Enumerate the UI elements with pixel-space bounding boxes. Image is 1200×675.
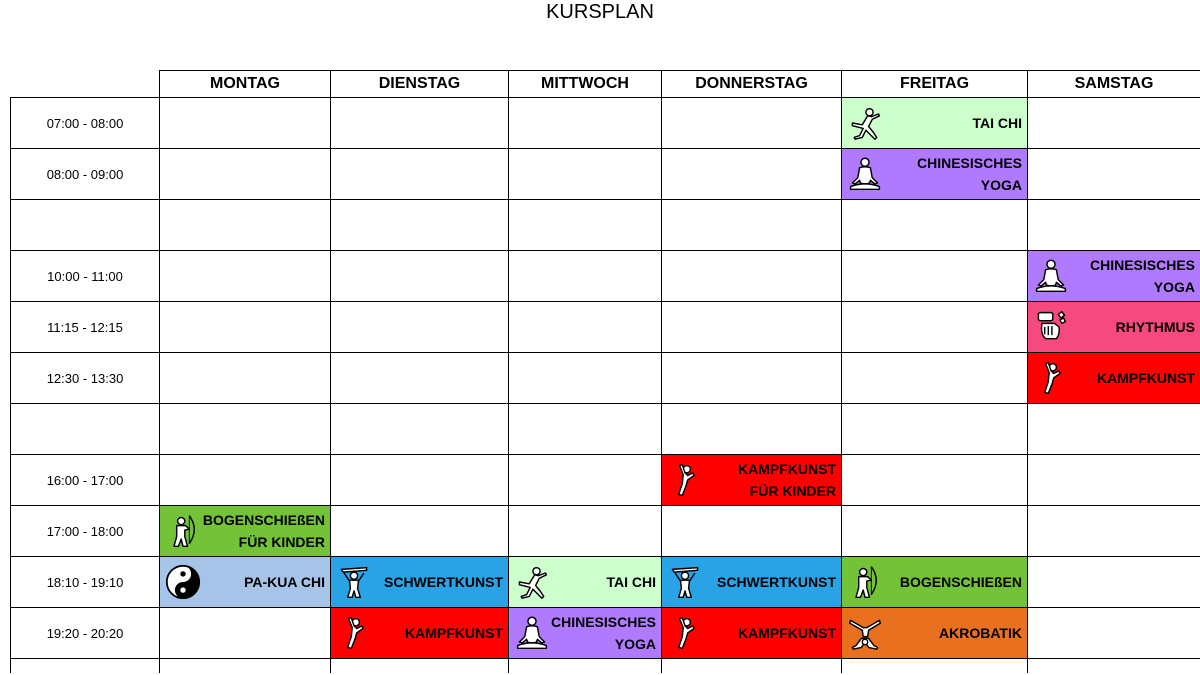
empty-cell <box>509 302 662 353</box>
time-slot: 12:30 - 13:30 <box>11 353 160 404</box>
course-label-line: CHINESISCHES <box>916 155 1022 171</box>
course-entry[interactable] <box>1028 302 1200 352</box>
empty-cell <box>509 149 662 200</box>
course-label-line: FÜR KINDER <box>238 534 325 550</box>
empty-cell <box>509 404 662 455</box>
empty-cell <box>842 251 1028 302</box>
empty-cell <box>662 404 842 455</box>
course-cell[interactable] <box>842 608 1028 659</box>
course-label <box>202 571 325 593</box>
course-label <box>884 622 1022 644</box>
empty-cell <box>509 200 662 251</box>
tai-chi-icon <box>846 103 884 143</box>
course-cell[interactable] <box>1028 302 1200 353</box>
course-cell[interactable] <box>662 608 842 659</box>
empty-cell <box>331 404 509 455</box>
course-cell[interactable] <box>160 557 331 608</box>
kick-icon <box>1032 358 1070 398</box>
course-label-line: PA-KUA CHI <box>244 574 325 590</box>
empty-cell <box>662 302 842 353</box>
time-slot: 16:00 - 17:00 <box>11 455 160 506</box>
empty-cell <box>1028 455 1200 506</box>
course-cell[interactable] <box>160 506 331 557</box>
day-header-montag: MONTAG <box>160 71 331 98</box>
course-label <box>202 509 325 553</box>
time-slot <box>11 404 160 455</box>
schedule-row <box>11 506 1200 557</box>
time-slot: 07:00 - 08:00 <box>11 98 160 149</box>
schedule-row <box>11 98 1200 149</box>
schedule-row <box>11 149 1200 200</box>
sword-icon <box>666 562 704 602</box>
day-header-samstag: SAMSTAG <box>1028 71 1200 98</box>
course-entry[interactable] <box>509 557 661 607</box>
course-entry[interactable] <box>331 608 508 658</box>
empty-cell <box>1028 557 1200 608</box>
course-entry[interactable] <box>842 557 1027 607</box>
empty-cell <box>160 302 331 353</box>
yoga-icon <box>1032 256 1070 296</box>
empty-cell <box>662 251 842 302</box>
course-label <box>373 622 503 644</box>
course-label-line: CHINESISCHES <box>551 614 657 630</box>
archer-icon <box>164 511 202 551</box>
time-slot: 17:00 - 18:00 <box>11 506 160 557</box>
course-cell[interactable] <box>331 557 509 608</box>
course-label-line: YOGA <box>1153 279 1195 295</box>
course-label-line: YOGA <box>614 636 657 652</box>
empty-cell <box>842 659 1028 674</box>
schedule-row <box>11 608 1200 659</box>
kick-icon <box>335 613 373 653</box>
course-label <box>704 622 836 644</box>
schedule-row <box>11 353 1200 404</box>
course-label-line: AKROBATIK <box>939 625 1022 641</box>
empty-cell <box>1028 98 1200 149</box>
empty-cell <box>160 251 331 302</box>
course-cell[interactable] <box>509 608 662 659</box>
course-entry[interactable] <box>509 608 661 658</box>
empty-cell <box>331 200 509 251</box>
empty-cell <box>842 455 1028 506</box>
yin-yang-icon <box>164 562 202 602</box>
course-label <box>704 571 836 593</box>
course-label-line: BOGENSCHIEßEN <box>899 574 1022 590</box>
course-label-line: YOGA <box>980 177 1022 193</box>
course-cell[interactable] <box>842 98 1028 149</box>
course-entry[interactable] <box>662 455 841 505</box>
time-slot: 10:00 - 11:00 <box>11 251 160 302</box>
course-entry[interactable] <box>1028 353 1200 403</box>
kick-icon <box>666 460 704 500</box>
course-label <box>551 611 656 655</box>
empty-cell <box>160 149 331 200</box>
acrobat-icon <box>846 613 884 653</box>
empty-cell <box>1028 659 1200 674</box>
course-label <box>704 458 836 502</box>
course-label-line: KAMPFKUNST <box>1097 370 1195 386</box>
course-label-line: CHINESISCHES <box>1089 257 1195 273</box>
empty-cell <box>1028 506 1200 557</box>
day-header-donnerstag: DONNERSTAG <box>662 71 842 98</box>
course-label <box>1070 316 1195 338</box>
course-cell[interactable] <box>842 149 1028 200</box>
time-slot <box>11 659 160 674</box>
course-entry[interactable] <box>842 98 1027 148</box>
empty-cell <box>331 302 509 353</box>
empty-cell <box>509 251 662 302</box>
empty-cell <box>160 353 331 404</box>
day-header-freitag: FREITAG <box>842 71 1028 98</box>
empty-cell <box>1028 404 1200 455</box>
empty-cell <box>160 200 331 251</box>
course-cell[interactable] <box>509 557 662 608</box>
course-label-line: TAI CHI <box>972 115 1022 131</box>
course-label-line: RHYTHMUS <box>1115 319 1195 335</box>
course-entry[interactable] <box>662 557 841 607</box>
empty-cell <box>842 353 1028 404</box>
course-label-line: SCHWERTKUNST <box>717 574 836 590</box>
empty-cell <box>509 353 662 404</box>
empty-cell <box>160 659 331 674</box>
empty-cell <box>1028 608 1200 659</box>
course-label-line: KAMPFKUNST <box>405 625 503 641</box>
course-label-line: SCHWERTKUNST <box>384 574 503 590</box>
day-header-dienstag: DIENSTAG <box>331 71 509 98</box>
schedule-row <box>11 659 1200 674</box>
course-entry[interactable] <box>160 557 330 607</box>
course-cell[interactable] <box>842 557 1028 608</box>
empty-cell <box>662 200 842 251</box>
course-cell[interactable] <box>1028 251 1200 302</box>
course-label <box>373 571 503 593</box>
time-slot: 11:15 - 12:15 <box>11 302 160 353</box>
empty-cell <box>160 404 331 455</box>
course-entry[interactable] <box>842 608 1027 658</box>
empty-cell <box>662 149 842 200</box>
course-label-line: BOGENSCHIEßEN <box>202 512 325 528</box>
course-entry[interactable] <box>1028 251 1200 301</box>
empty-cell <box>160 608 331 659</box>
course-label <box>884 152 1022 196</box>
schedule-body <box>11 98 1200 674</box>
empty-cell <box>331 149 509 200</box>
schedule-row <box>11 200 1200 251</box>
empty-cell <box>509 659 662 674</box>
course-entry[interactable] <box>662 608 841 658</box>
empty-cell <box>842 404 1028 455</box>
empty-cell <box>331 506 509 557</box>
course-label <box>1070 367 1195 389</box>
empty-cell <box>331 98 509 149</box>
schedule-table <box>10 70 1200 673</box>
time-slot: 19:20 - 20:20 <box>11 608 160 659</box>
empty-cell <box>160 98 331 149</box>
schedule-row <box>11 404 1200 455</box>
course-label <box>551 571 656 593</box>
drum-fist-icon <box>1032 307 1070 347</box>
course-entry[interactable] <box>160 506 330 556</box>
empty-cell <box>331 353 509 404</box>
empty-cell <box>662 98 842 149</box>
empty-cell <box>842 200 1028 251</box>
sword-icon <box>335 562 373 602</box>
empty-cell <box>509 98 662 149</box>
time-slot <box>11 200 160 251</box>
archer-icon <box>846 562 884 602</box>
course-cell[interactable] <box>1028 353 1200 404</box>
schedule-row <box>11 455 1200 506</box>
course-label-line: KAMPFKUNST <box>738 625 836 641</box>
page-title: KURSPLAN <box>546 1 654 23</box>
empty-cell <box>509 455 662 506</box>
course-label <box>1070 254 1195 298</box>
empty-cell <box>331 455 509 506</box>
course-label <box>884 571 1022 593</box>
course-label <box>884 112 1022 134</box>
time-slot: 18:10 - 19:10 <box>11 557 160 608</box>
empty-cell <box>1028 149 1200 200</box>
course-entry[interactable] <box>331 557 508 607</box>
empty-cell <box>509 506 662 557</box>
empty-cell <box>842 302 1028 353</box>
time-slot: 08:00 - 09:00 <box>11 149 160 200</box>
empty-cell <box>1028 200 1200 251</box>
course-cell[interactable] <box>331 608 509 659</box>
header-row <box>11 71 1200 98</box>
day-header-mittwoch: MITTWOCH <box>509 71 662 98</box>
schedule-row <box>11 302 1200 353</box>
empty-cell <box>842 506 1028 557</box>
empty-cell <box>331 659 509 674</box>
yoga-icon <box>513 613 551 653</box>
course-entry[interactable] <box>842 149 1027 199</box>
schedule-row <box>11 251 1200 302</box>
course-label-line: FÜR KINDER <box>749 483 836 499</box>
yoga-icon <box>846 154 884 194</box>
empty-cell <box>331 251 509 302</box>
kick-icon <box>666 613 704 653</box>
empty-cell <box>662 506 842 557</box>
empty-cell <box>160 455 331 506</box>
schedule-row <box>11 557 1200 608</box>
empty-cell <box>662 659 842 674</box>
course-label-line: TAI CHI <box>606 574 656 590</box>
empty-cell <box>662 353 842 404</box>
course-cell[interactable] <box>662 455 842 506</box>
course-label-line: KAMPFKUNST <box>738 461 836 477</box>
tai-chi-icon <box>513 562 551 602</box>
header-corner <box>11 71 160 98</box>
course-cell[interactable] <box>662 557 842 608</box>
